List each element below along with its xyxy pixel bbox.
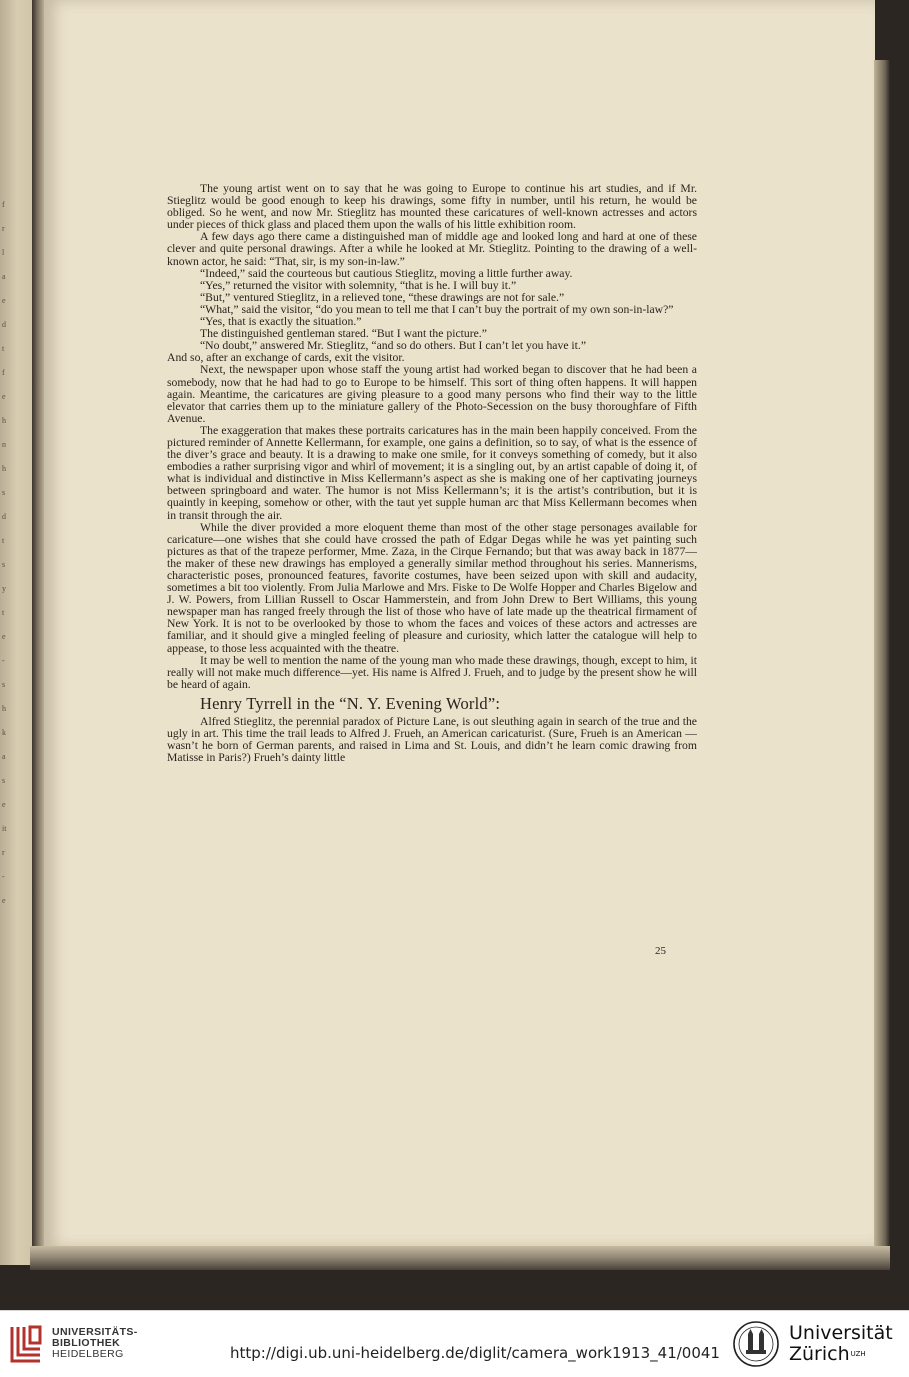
previous-page-letter: -: [2, 872, 5, 881]
paragraph: “But,” ventured Stieglitz, in a relieved tone, “these drawings are not for sale.”: [200, 290, 565, 304]
previous-page-letter: s: [2, 680, 6, 689]
paragraph: The exaggeration that makes these portraits caricatures has in the main been happily conceived. From the pictured reminder of Annette Kellermann, for example, one gains a definition, so to say, of what is the essence of the diver’s grace and beauty. It is a drawing to make one smile, for it conveys something of comedy, but it also embodies a rather surprising vigor and whirl of movement; it is a singling out, by an artist capable of doing it, of what is individual and distinctive in Miss Kellermann’s aspect as she is making one of her captivating journeys between springboard and water. The humor is not Miss Kellermann’s; it is the artist’s contribution, but it is quaintly in keeping, somehow or other, with the taut yet supple human arc that Miss Kellermann becomes when in transit through the air.: [167, 423, 697, 522]
previous-page-letter: -: [2, 656, 5, 665]
university-name-line1: Universität: [789, 1322, 893, 1344]
previous-page-letter: t: [2, 608, 5, 617]
ub-heidelberg-name: [52, 1327, 138, 1360]
previous-page-letter: f: [2, 368, 5, 377]
paragraph: The young artist went on to say that he was going to Europe to continue his art studies, and if Mr. Stieglitz would be good enough to keep his drawings, some fifty in number, until his return, he would be obliged. So he went, and now Mr. Stieglitz has mounted these caricatures of well-known actresses and actors under pieces of thick glass and placed them upon the walls of his little exhibition room.: [167, 182, 697, 232]
previous-page-letter: r: [2, 848, 5, 857]
page-bottom-edge: [30, 1246, 890, 1270]
previous-page-letter: e: [2, 800, 6, 809]
section-heading: Henry Tyrrell in the “N. Y. Evening World”:: [200, 693, 501, 713]
previous-page-letter: s: [2, 488, 6, 497]
previous-page-letter: h: [2, 464, 6, 473]
previous-page-letter: l: [2, 248, 5, 257]
paragraph: While the diver provided a more eloquent theme than most of the other stage personages available for caricature—one wishes that she could have crossed the path of Edgar Degas while he was yet painting such pictures as that of the trapeze performer, Mme. Zaza, in the Cirque Fernando; but that was away back in 1877—the maker of these new drawings has employed a generally similar method throughout his series. Mannerisms, characteristic poses, pronounced features, favorite costumes, have been seized upon with skill and audacity, sometimes a bit too violently. From Julia Marlowe and Mrs. Fiske to De Wolfe Hopper and Charles Bigelow and J. W. Powers, from Lillian Russell to Oscar Hammerstein, and from John Drew to Bert Williams, this young newspaper man has ranged freely through the list of those who have of late made up the theatrical firmament of New York. It is not to be overlooked by those to whom the faces and voices of these actors and actresses are familiar, and it should give a mingled feeling of pleasure and curiosity, which latter the catalogue will help to appease, to those less acquainted with the theatre.: [167, 520, 697, 655]
library-name-line1: UNIVERSITÄTS-: [52, 1326, 138, 1338]
uzh-seal-icon[interactable]: [732, 1320, 780, 1368]
page-number: 25: [655, 945, 666, 957]
previous-page-letter: k: [2, 728, 6, 737]
paragraph: “What,” said the visitor, “do you mean to tell me that I can’t buy the portrait of my own son-in-law?”: [200, 302, 674, 316]
paragraph: Next, the newspaper upon whose staff the young artist had worked began to discover that he had been a somebody, now that he had had to go to Europe to be himself. This sort of thing often happens. It will happen again. Meantime, the caricatures are giving pleasure to a good many persons who find their way to the little elevator that carries them up to the miniature gallery of the Photo-Secession on the busy thoroughfare of Fifth Avenue.: [167, 363, 697, 425]
ub-heidelberg-logo-icon[interactable]: [8, 1321, 44, 1365]
paragraph: It may be well to mention the name of the young man who made these drawings, though, except to him, it really will not make much difference—yet. His name is Alfred J. Frueh, and to judge by the present show he will be heard of again.: [167, 653, 697, 691]
previous-page-letter: it: [2, 824, 7, 833]
uzh-name: [789, 1323, 893, 1365]
previous-page-letter: e: [2, 296, 6, 305]
previous-page-letter: e: [2, 632, 6, 641]
paragraph: A few days ago there came a distinguished man of middle age and looked long and hard at one of these clever and quite personal drawings. After a while he looked at Mr. Stieglitz. Pointing to the drawing of a well-known actor, he said: “That, sir, is my son-in-law.”: [167, 230, 697, 268]
previous-page-letter: a: [2, 272, 6, 281]
previous-page-letter: d: [2, 512, 6, 521]
viewer-footer: [0, 1310, 909, 1377]
previous-page-letter: t: [2, 536, 5, 545]
paragraph: “Yes,” returned the visitor with solemnity, “that is he. I will buy it.”: [200, 278, 517, 292]
previous-page-letter: y: [2, 584, 6, 593]
previous-page-letter: n: [2, 440, 6, 449]
previous-page-letter: h: [2, 416, 6, 425]
previous-page-letter: a: [2, 752, 6, 761]
paragraph: The distinguished gentleman stared. “But I want the picture.”: [200, 327, 487, 341]
previous-page-letter: e: [2, 392, 6, 401]
permalink-url[interactable]: http://digi.ub.uni-heidelberg.de/diglit/camera_work1913_41/0041: [230, 1344, 720, 1362]
paragraph: And so, after an exchange of cards, exit the visitor.: [167, 351, 405, 365]
previous-page-letter: t: [2, 344, 5, 353]
previous-page-letter: f: [2, 200, 5, 209]
previous-page-letter: s: [2, 560, 6, 569]
paragraph: “Indeed,” said the courteous but cautious Stieglitz, moving a little further away.: [200, 266, 573, 280]
previous-page-letter: d: [2, 320, 6, 329]
library-name-line3: HEIDELBERG: [52, 1348, 124, 1360]
article-text: [167, 183, 697, 764]
uzh-superscript: UZH: [850, 1350, 866, 1358]
previous-page-letter: h: [2, 704, 6, 713]
previous-page-letter: s: [2, 776, 6, 785]
university-name-line2: Zürich$^{UZH}$: [789, 1343, 866, 1365]
previous-page-letter: e: [2, 896, 6, 905]
page-right-edge: [874, 60, 890, 1260]
previous-page-letter: r: [2, 224, 5, 233]
paragraph: Alfred Stieglitz, the perennial paradox of Picture Lane, is out sleuthing again in search of the true and the ugly in art. This time the trail leads to Alfred J. Frueh, an American caricaturist. (Sure, Frueh is an American — wasn’t he born of German parents, and raised in Lima and St. Louis, and didn’t he learn comic drawing from Matisse in Paris?) Frueh’s dainty little: [167, 714, 697, 765]
library-name-line2: BIBLIOTHEK: [52, 1337, 121, 1349]
paragraph: “No doubt,” answered Mr. Stieglitz, “and so do others. But I can’t let you have it.”: [200, 339, 587, 353]
paragraph: “Yes, that is exactly the situation.”: [200, 315, 362, 329]
